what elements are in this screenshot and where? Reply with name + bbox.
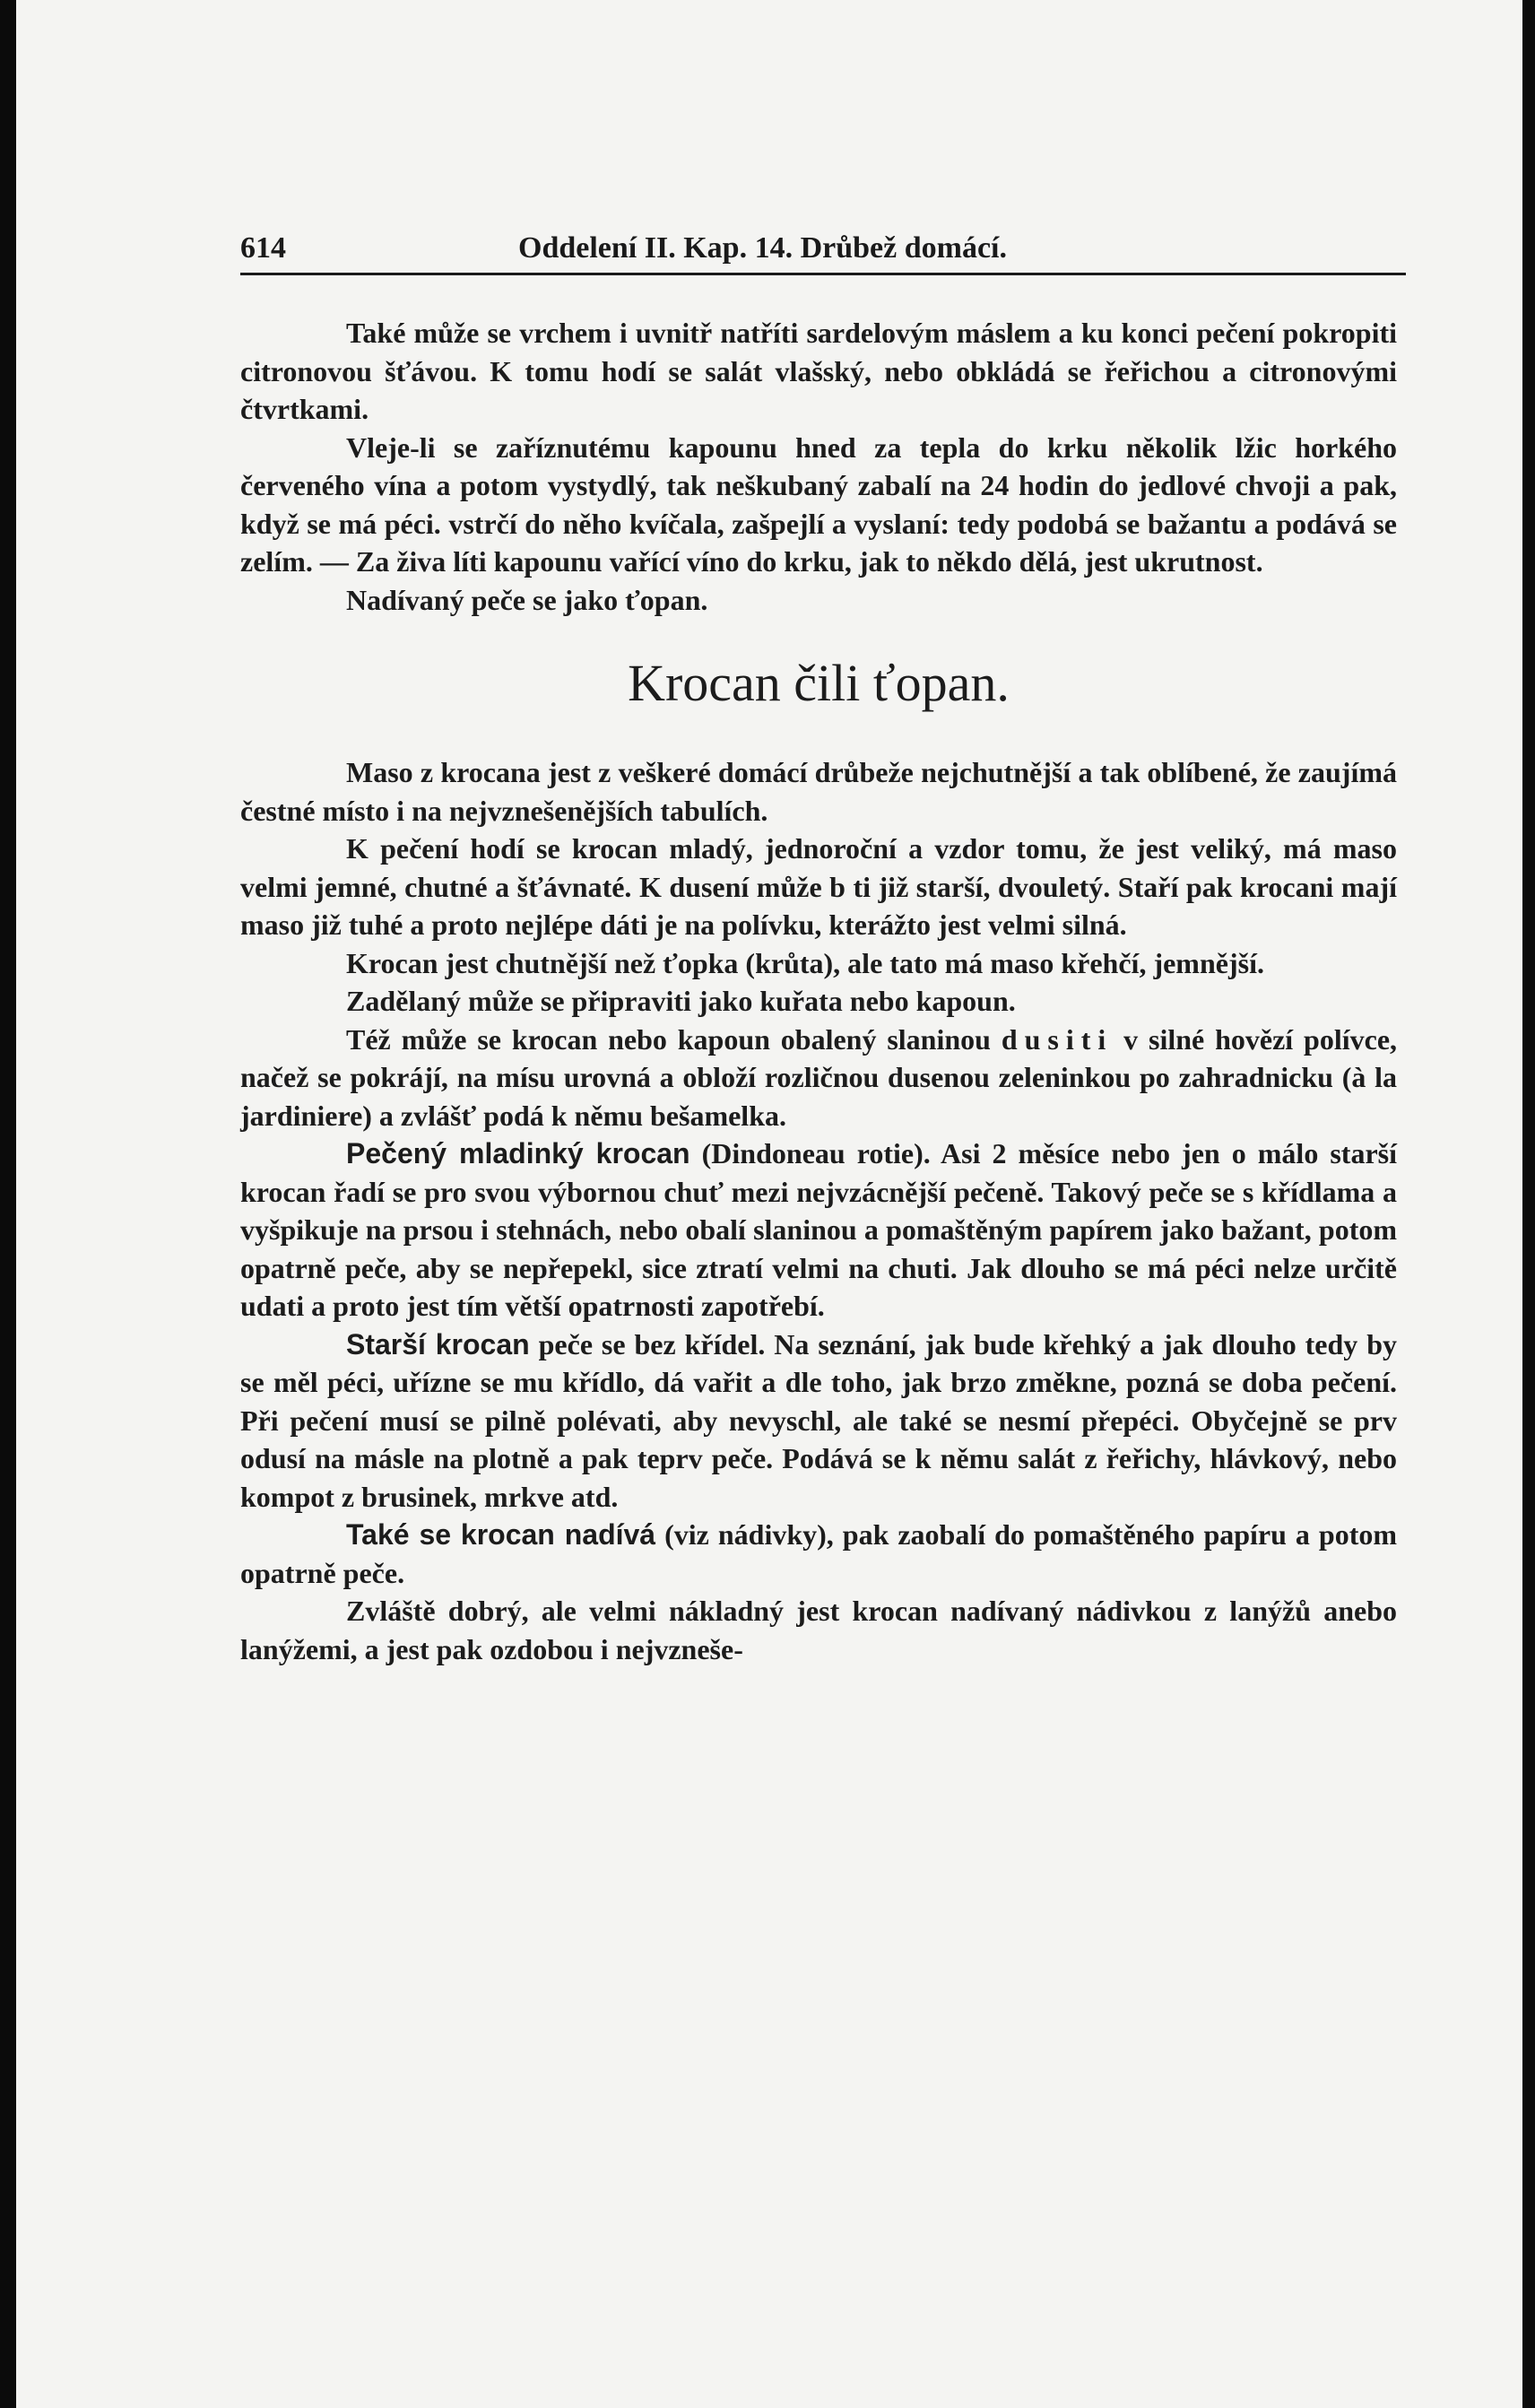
paragraph: Také může se vrchem i uvnitř natříti sardelovým máslem a ku konci pečení pokropiti citronovou šťávou. K tomu hodí se salát vlašský, nebo obkládá se řeřichou a citronovými čtvrtkami. bbox=[240, 317, 1397, 425]
paragraph: K pečení hodí se krocan mladý, jednoroční a vzdor tomu, že jest veliký, má maso velmi jemné, chutné a šťávnaté. K dusení může b ti již starší, dvouletý. Staří pak krocani mají maso již tuhé a proto nejlépe dáti je na polívku, kterážto jest velmi silná. bbox=[240, 832, 1397, 941]
recipe-heading: Pečený mladinký krocan bbox=[346, 1137, 690, 1169]
spaced-term: dusiti bbox=[1001, 1022, 1114, 1056]
paragraph-rest: (viz nádivky), pak zaobalí do pomaštěného papíru a potom opatrně peče. bbox=[240, 1518, 1398, 1589]
paragraph: Maso z krocana jest z veškeré domácí drůbeže nejchutnější a tak oblíbené, že zaujímá čestné místo i na nejvznešenějších tabulích. bbox=[240, 756, 1397, 827]
page-body bbox=[240, 314, 1397, 1668]
paragraph bbox=[240, 1021, 1397, 1135]
paragraph bbox=[240, 1516, 1397, 1592]
page-header bbox=[240, 231, 1397, 278]
page-number: 614 bbox=[240, 231, 286, 265]
paragraph: Vleje-li se zaříznutému kapounu hned za tepla do krku několik lžic horkého červeného vína a potom vystydlý, tak neškubaný zabalí na 24 hodin do jedlové chvoji a pak, když se má péci. vstrčí do něho kvíčala, zašpejlí a vyslaní: tedy podobá se bažantu a podává se zelím. — Za živa líti kapounu vařící víno do krku, jak to někdo dělá, jest ukrutnost. bbox=[240, 430, 1397, 578]
paragraph bbox=[240, 1134, 1397, 1326]
section-title: Krocan čili ťopan. bbox=[628, 654, 1010, 712]
paragraph: Zvláště dobrý, ale velmi nákladný jest krocan nadívaný nádivkou z lanýžů anebo lanýžemi, a jest pak ozdobou i nejvzneše- bbox=[240, 1595, 1397, 1665]
paragraph-lead: Též může se krocan nebo kapoun obalený slaninou bbox=[346, 1022, 991, 1056]
paragraph: Zadělaný může se připraviti jako kuřata nebo kapoun. bbox=[346, 985, 1016, 1017]
paragraph: Nadívaný peče se jako ťopan. bbox=[346, 583, 708, 616]
paragraph-rest: peče se bez křídel. Na seznání, jak bude křehký a jak dlouho tedy by se měl péci, uřízne se mu křídlo, dá vařit a dle toho, jak brzo změkne, pozná se doba pečení. Při pečení musí se pilně polévati, aby nevyschl, ale také se nesmí přepéci. Obyčejně se prv odusí na másle na plotně a pak teprv peče. Podává se k němu salát z řeřichy, hlávkový, nebo kompot z brusinek, mrkve atd. bbox=[240, 1327, 1398, 1513]
book-page bbox=[16, 0, 1522, 2408]
recipe-heading: Starší krocan bbox=[346, 1327, 530, 1360]
running-title: Oddelení II. Kap. 14. Drůbež domácí. bbox=[518, 231, 1007, 265]
paragraph bbox=[240, 1326, 1397, 1517]
recipe-heading: Také se krocan nadívá bbox=[346, 1518, 656, 1551]
header-rule bbox=[240, 273, 1406, 275]
paragraph-rest: v silné hovězí polívce, načež se pokrájí, na mísu urovná a obloží rozličnou dusenou zeleninkou po zahradnicku (à la jardiniere) a zvlášť podá k němu bešamelka. bbox=[240, 1022, 1398, 1132]
paragraph: Krocan jest chutnější než ťopka (krůta), ale tato má maso křehčí, jemnější. bbox=[346, 946, 1264, 979]
paragraph-rest: (Dindoneau rotie). Asi 2 měsíce nebo jen o málo starší krocan řadí se pro svou výbornou chuť mezi nejvzácnější pečeně. Takový peče se s křídlama a vyšpikuje na prsou i stehnách, nebo obalí slaninou a pomaštěným papírem jako bažant, potom opatrně peče, aby se nepřepekl, sice ztratí velmi na chuti. Jak dlouho se má péci nelze určitě udati a proto jest tím větší opatrnosti zapotřebí. bbox=[240, 1137, 1398, 1322]
